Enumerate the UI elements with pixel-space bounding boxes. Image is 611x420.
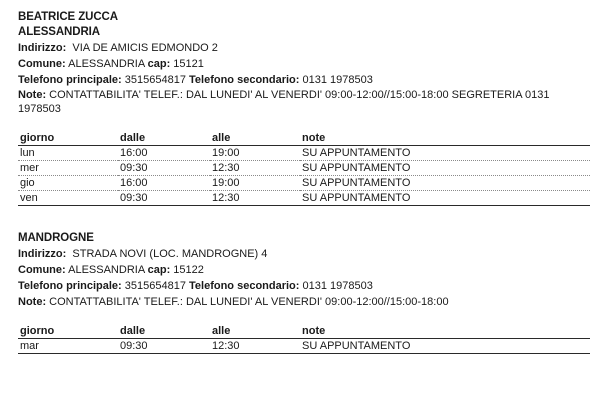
cell-alle: 12:30 — [210, 191, 300, 206]
cap-value: 15122 — [173, 264, 204, 276]
schedule-header-row — [18, 131, 590, 146]
cell-giorno: mer — [18, 161, 118, 176]
schedule-header-row — [18, 324, 590, 339]
schedule-table — [18, 131, 590, 206]
table-row — [18, 146, 590, 161]
header-giorno: giorno — [18, 131, 118, 146]
comune-value: ALESSANDRIA — [68, 58, 145, 70]
comune-label: Comune: — [18, 264, 66, 276]
note-line — [18, 294, 593, 310]
phone-secondary-value: 0131 1978503 — [302, 74, 373, 86]
cell-note: SU APPUNTAMENTO — [300, 146, 590, 161]
comune-value: ALESSANDRIA — [68, 264, 145, 276]
note-label: Note: — [18, 296, 47, 308]
header-dalle: dalle — [118, 131, 210, 146]
cell-note: SU APPUNTAMENTO — [300, 191, 590, 206]
phone-primary-label: Telefono principale: — [18, 280, 122, 292]
phone-line — [18, 72, 593, 88]
header-note: note — [300, 324, 590, 339]
cell-note: SU APPUNTAMENTO — [300, 161, 590, 176]
address-value: STRADA NOVI (LOC. MANDROGNE) 4 — [72, 248, 268, 260]
note-line — [18, 88, 593, 116]
phone-primary-label: Telefono principale: — [18, 74, 122, 86]
cell-dalle: 09:30 — [118, 161, 210, 176]
cell-alle: 12:30 — [210, 339, 300, 354]
address-line — [18, 40, 593, 56]
phone-secondary-label: Telefono secondario: — [189, 74, 300, 86]
phone-secondary-label: Telefono secondario: — [189, 280, 300, 292]
cell-dalle: 16:00 — [118, 146, 210, 161]
table-row — [18, 176, 590, 191]
location-name: BEATRICE ZUCCA — [18, 11, 118, 23]
header-alle: alle — [210, 324, 300, 339]
cell-giorno: mar — [18, 339, 118, 354]
location-block-beatrice-zucca — [18, 10, 593, 206]
note-value: CONTATTABILITA' TELEF.: DAL LUNEDI' AL VENERDI' 09:00-12:00//15:00-18:00 — [49, 296, 449, 308]
address-label: Indirizzo: — [18, 42, 67, 54]
location-block-mandrogne — [18, 231, 593, 354]
phone-primary-value: 3515654817 — [124, 280, 186, 292]
cell-giorno: gio — [18, 176, 118, 191]
cap-label: cap: — [147, 58, 171, 70]
cell-dalle: 09:30 — [118, 339, 210, 354]
header-giorno: giorno — [18, 324, 118, 339]
cell-alle: 19:00 — [210, 176, 300, 191]
cell-alle: 19:00 — [210, 146, 300, 161]
cell-dalle: 16:00 — [118, 176, 210, 191]
address-line — [18, 246, 593, 262]
table-row — [18, 161, 590, 176]
header-alle: alle — [210, 131, 300, 146]
comune-line — [18, 56, 593, 72]
header-note: note — [300, 131, 590, 146]
location-name: MANDROGNE — [18, 232, 94, 244]
cell-alle: 12:30 — [210, 161, 300, 176]
note-label: Note: — [18, 89, 47, 101]
note-value: CONTATTABILITA' TELEF.: DAL LUNEDI' AL VENERDI' 09:00-12:00//15:00-18:00 SEGRETERIA 0131 1978503 — [18, 89, 550, 115]
cap-value: 15121 — [173, 58, 204, 70]
table-row — [18, 339, 590, 354]
cell-dalle: 09:30 — [118, 191, 210, 206]
comune-label: Comune: — [18, 58, 66, 70]
cell-note: SU APPUNTAMENTO — [300, 339, 590, 354]
cell-note: SU APPUNTAMENTO — [300, 176, 590, 191]
table-row — [18, 191, 590, 206]
phone-line — [18, 278, 593, 294]
phone-secondary-value: 0131 1978503 — [302, 280, 373, 292]
header-dalle: dalle — [118, 324, 210, 339]
cap-label: cap: — [147, 264, 171, 276]
address-label: Indirizzo: — [18, 248, 67, 260]
comune-line — [18, 262, 593, 278]
cell-giorno: lun — [18, 146, 118, 161]
schedule-table — [18, 324, 590, 354]
address-value: VIA DE AMICIS EDMONDO 2 — [72, 42, 218, 54]
location-city: ALESSANDRIA — [18, 26, 100, 38]
cell-giorno: ven — [18, 191, 118, 206]
phone-primary-value: 3515654817 — [124, 74, 186, 86]
document-page — [18, 10, 593, 354]
